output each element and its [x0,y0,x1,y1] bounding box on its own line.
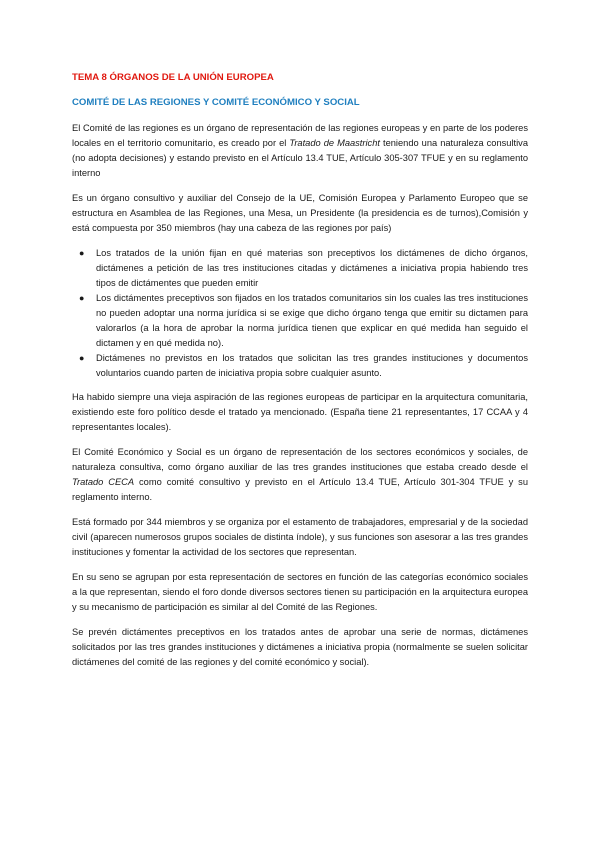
bullet-icon: ● [79,293,85,303]
list-item-text: Los tratados de la unión fijan en qué materias son preceptivos los dictámenes de dicho órganos, dictámenes a petición de las tres instituciones citadas y dictámenes a iniciativa propia habiendo tres tipos de dictámentes que pueden emitir [96,248,528,288]
paragraph-text: como comité consultivo y previsto en el Artículo 13.4 TUE, Artículo 301-304 TFUE y su reglamento interno. [72,477,528,502]
list-item [72,351,528,381]
paragraph-dictamenes: Se prevén dictámentes preceptivos en los tratados antes de aprobar una serie de normas, dictámenes solicitados por las tres grandes instituciones y dictámenes a iniciativa propia (normalmente se suelen solicitar dictámenes del comité de las regiones y del comité económico y social). [72,627,528,667]
section-heading: COMITÉ DE LAS REGIONES Y COMITÉ ECONÓMICO Y SOCIAL [72,97,360,108]
list-item [72,246,528,291]
paragraph-composition: Está formado por 344 miembros y se organiza por el estamento de trabajadores, empresarial y de la sociedad civil (aparecen numerosos grupos sociales de distinta índole), y sus funciones son asesorar a las tres grandes instituciones y fomentar la actividad de los sectores que representan. [72,517,528,557]
paragraph-sectors: En su seno se agrupan por esta representación de sectores en función de las categorías económico sociales a la que representan, siendo el foro donde diversos sectores tienen su participación en la arquitectura europea y su mecanismo de participación es similar al del Comité de las Regiones. [72,572,528,612]
dictamenes-list [72,246,528,381]
treaty-name-italic: Tratado de Maastricht [289,138,380,148]
paragraph-text: El Comité de las regiones es un órgano de representación de las regiones europeas y en parte de los poderes locales en el territorio comunitario, es creado por el [72,123,528,148]
paragraph-text: teniendo una naturaleza consultiva (no adopta decisiones) y estando previsto en el Artículo 13.4 TUE, Artículo 305-307 TFUE y en su reglamento interno [72,138,528,178]
bullet-icon: ● [79,248,85,258]
paragraph-comite-regiones-intro [72,121,528,181]
list-item [72,291,528,351]
bullet-icon: ● [79,353,85,363]
paragraph-structure: Es un órgano consultivo y auxiliar del Consejo de la UE, Comisión Europea y Parlamento Europeo que se estructura en Asamblea de las Regiones, una Mesa, un Presidente (la presidencia es de turnos),Comisión y está compuesta por 350 miembros (hay una cabeza de las regiones por país) [72,193,528,233]
paragraph-text: El Comité Económico y Social es un órgano de representación de los sectores económicos y sociales, de naturaleza consultiva, como órgano auxiliar de las tres grandes instituciones que estaba creado desde el [72,447,528,472]
paragraph-aspiration: Ha habido siempre una vieja aspiración de las regiones europeas de participar en la arquitectura comunitaria, existiendo este foro político desde el tratado ya mencionado. (España tiene 21 representantes, 17 CCAA y 4 representantes locales). [72,392,528,432]
list-item-text: Dictámenes no previstos en los tratados que solicitan las tres grandes instituciones y documentos voluntarios cuando parten de iniciativa propia sobre cualquier asunto. [96,353,528,378]
paragraph-comite-economico-intro [72,445,528,505]
list-item-text: Los dictámentes preceptivos son fijados en los tratados comunitarios sin los cuales las tres instituciones no pueden adoptar una norma jurídica si se exige que dicho órgano tenga que emitir su dictamen para valorarlos (a la hora de aprobar la norma jurídica tienen que explicar en qué medida han seguido el dictamen y en qué medida no). [96,293,528,348]
document-page [72,72,528,680]
document-title: TEMA 8 ÓRGANOS DE LA UNIÓN EUROPEA [72,72,274,83]
treaty-name-italic: Tratado CECA [72,477,135,487]
